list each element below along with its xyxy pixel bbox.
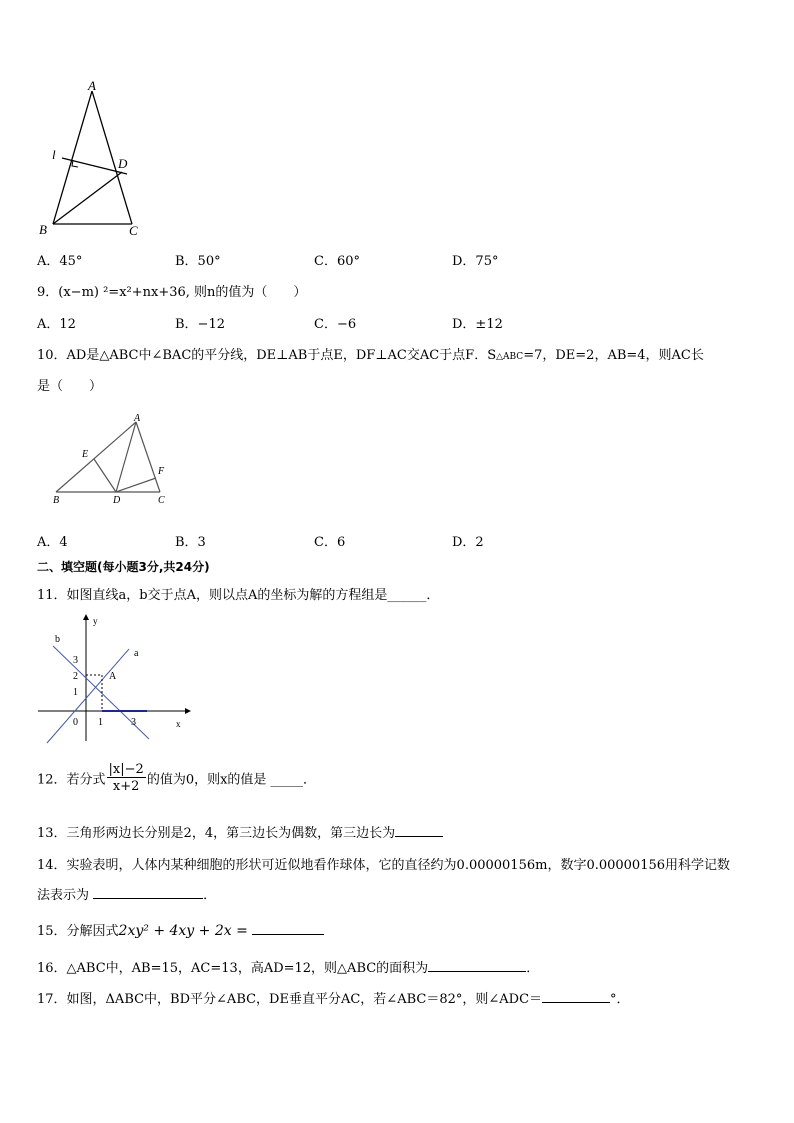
q16-answer-blank[interactable]	[428, 959, 526, 972]
label-y1: 1	[73, 687, 78, 698]
label-y: y	[93, 616, 98, 626]
q12-fraction	[107, 762, 146, 794]
label-x: x	[176, 719, 181, 729]
question-14-line2: 法表示为 ．	[37, 888, 217, 903]
q10-text-a: 10．AD是△ABC中∠BAC的平分线，DE⊥AB于点E，DF⊥AC交AC于点F．S	[37, 348, 497, 363]
label-origin: 0	[73, 717, 78, 728]
label-a: a	[134, 648, 139, 659]
label-A: A	[109, 671, 117, 682]
label-C: C	[129, 223, 138, 238]
q10-option-b: B．3	[175, 535, 206, 550]
q9-option-b: B．−12	[175, 317, 225, 332]
question-12	[37, 762, 316, 794]
q10-subscript: △ABC	[496, 352, 524, 362]
label-B: B	[53, 495, 60, 506]
label-C: C	[158, 495, 165, 506]
q17-suffix: °．	[610, 992, 630, 1007]
q13-text: 13．三角形两边长分别是2，4，第三边长为偶数，第三边长为	[37, 826, 396, 841]
q9-option-c: C．−6	[314, 317, 357, 332]
triangle-figure-q8	[35, 78, 155, 240]
label-x3: 3	[131, 717, 136, 728]
q15-expression: 2xy² + 4xy + 2x =	[118, 923, 248, 939]
question-14-line1: 14．实验表明，人体内某种细胞的形状可近似地看作球体，它的直径约为0.00000156m，数字0.00000156用科学记数	[37, 858, 731, 873]
question-17	[37, 988, 630, 1007]
q14-answer-blank[interactable]	[93, 886, 203, 899]
label-b: b	[55, 634, 60, 645]
label-l: l	[52, 147, 56, 162]
label-D: D	[118, 156, 128, 171]
q8-option-b: B．50°	[175, 254, 221, 269]
q8-option-a: A．45°	[37, 254, 83, 269]
label-A: A	[88, 78, 96, 93]
question-16: 16．△ABC中，AB=15，AC=13，高AD=12，则△ABC的面积为 ．	[37, 961, 540, 976]
label-y2: 2	[73, 671, 78, 682]
q12-denominator: x+2	[107, 777, 146, 794]
label-A: A	[134, 413, 141, 424]
q16-text: 16．△ABC中，AB=15，AC=13，高AD=12，则△ABC的面积为	[37, 961, 429, 976]
q8-option-c: C．60°	[314, 254, 360, 269]
q14-text: 法表示为	[37, 888, 90, 903]
q10-text-b: =7，DE=2，AB=4，则AC长	[523, 348, 704, 363]
q10-option-a: A．4	[37, 535, 68, 550]
question-10-line1	[37, 344, 704, 363]
label-x1: 1	[98, 717, 103, 728]
label-D: D	[113, 495, 121, 506]
q15-prefix: 15．分解因式	[37, 924, 119, 939]
q12-suffix: 的值为0，则x的值是 _____．	[146, 772, 317, 788]
label-F: F	[158, 466, 165, 477]
question-11: 11．如图直线a，b交于点A，则以点A的坐标为解的方程组是______．	[37, 588, 440, 603]
q13-answer-blank[interactable]	[395, 824, 443, 837]
triangle-figure-q10	[48, 410, 178, 510]
coordinate-graph-q11	[35, 608, 195, 748]
q9-option-d: D．±12	[452, 317, 503, 332]
question-13	[37, 822, 443, 841]
q17-answer-blank[interactable]	[542, 990, 610, 1003]
q12-prefix: 12．若分式	[37, 772, 106, 788]
q17-text: 17．如图，ΔABC中，BD平分∠ABC，DE垂直平分AC，若∠ABC＝82°，则∠ADC＝	[37, 992, 543, 1007]
question-10-line2: 是（ ）	[37, 379, 103, 394]
question-15	[37, 920, 324, 939]
q10-option-d: D．2	[452, 535, 484, 550]
q9-option-a: A．12	[37, 317, 76, 332]
q8-option-d: D．75°	[452, 254, 499, 269]
label-B: B	[39, 222, 47, 237]
label-y3: 3	[73, 655, 78, 666]
question-9: 9．(x−m) ²=x²+nx+36, 则n的值为（ ）	[37, 285, 307, 300]
section-2-heading: 二、填空题(每小题3分,共24分)	[37, 560, 210, 574]
label-E: E	[82, 449, 89, 460]
q10-option-c: C．6	[314, 535, 346, 550]
q12-numerator: |x|−2	[108, 762, 144, 777]
q15-answer-blank[interactable]	[252, 922, 324, 935]
